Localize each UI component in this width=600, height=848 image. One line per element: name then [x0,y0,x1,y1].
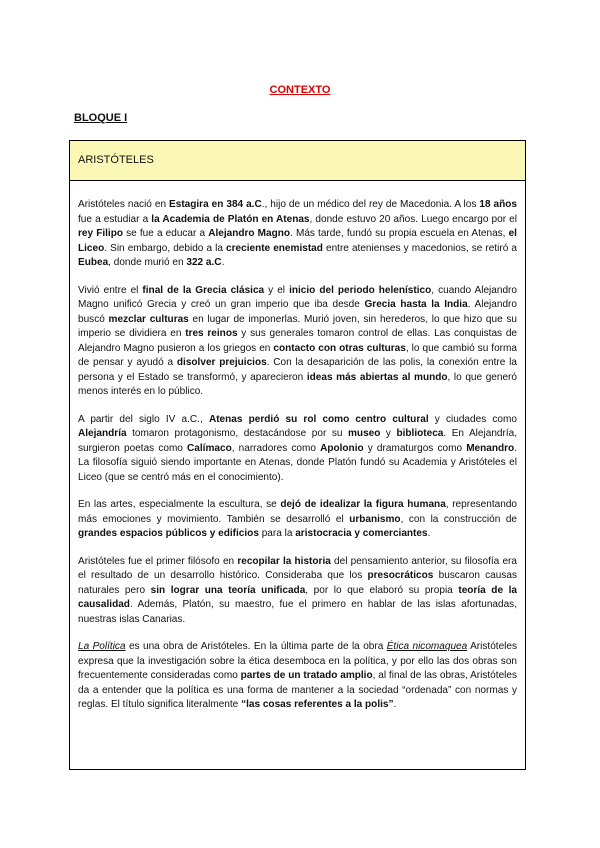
bold-text: Alejandría [78,428,127,439]
text-run: , lo que cambió su forma de pensar y ayudó a [78,342,517,368]
work-title: Ética nicomaquea [386,641,468,652]
text-run: Aristóteles expresa que la investigación sobre la ética desemboca en la política, y por ello las dos obras son frecuentemente consideradas como [78,641,518,681]
bold-text: disolver prejuicios [176,357,267,368]
text-run: , cuando Alejandro Magno unificó Grecia y creó un gran imperio que iba desde [78,284,517,310]
text-run: En las artes, especialmente la escultura, se [78,499,281,510]
text-run: Aristóteles fue el primer filósofo en [78,555,238,567]
text-run: , donde estuvo 20 años. Luego encargo por el [309,213,517,225]
text-run: . [427,528,431,539]
text-run: tomaron protagonismo, destacándose por su [126,428,348,439]
bold-text: aristocracia y comerciantes [295,528,428,539]
bold-text: Eubea [78,257,109,268]
text-run: buscaron causas naturales pero [78,570,517,596]
text-run: Vivió entre el [78,284,143,296]
text-run: , con la construcción de [400,513,517,525]
text-run: . Alejandro buscó [78,299,517,325]
bold-text: Calímaco [187,442,232,454]
bold-text: mezclar culturas [108,313,189,325]
text-run: para la [258,528,296,539]
bold-text: presocráticos [367,570,434,581]
bold-text: creciente enemistad [226,242,323,254]
bold-text: Estagira en 384 a.C [169,199,262,210]
text-run: , por lo que elaboró su propia [305,584,459,596]
text-run: . [393,699,397,710]
bold-text: Apolonio [320,442,364,454]
text-run: y dramaturgos como [363,442,467,454]
section-heading: BLOQUE I [74,112,128,124]
bold-text: rey Filipo [78,228,123,239]
text-run: , donde murió en [108,257,187,268]
text-run: . Más tarde, fundó su propia escuela en Atenas, [290,228,509,239]
paragraph [78,640,517,713]
bold-text: teoría de la causalidad [78,584,517,610]
box-header [69,140,526,181]
text-run: . Además, Platón, su maestro, fue el primero en hablar de las islas afortunadas, nuestras islas Canarias. [78,599,517,625]
text-run: del pensamiento anterior, su filosofía era el resultado de un desarrollo histórico. Consideraba que los [78,555,517,581]
bold-text: sin lograr una teoría unificada [150,584,306,596]
text-run: se fue a educar a [123,228,209,239]
work-title: La Política [78,641,126,652]
text-run: A partir del siglo IV a.C., [78,413,209,425]
bold-text: “las cosas referentes a la polis” [241,699,394,710]
bold-text: museo [348,428,381,439]
bold-text: urbanismo [349,513,401,525]
bold-text: Grecia hasta la India [364,299,468,310]
bold-text: la Academia de Platón en Atenas [151,213,310,225]
bold-text: 18 años [479,199,517,210]
bold-text: partes de un tratado amplio [240,670,373,681]
bold-text: Atenas perdió su rol como centro cultural [208,413,429,425]
bold-text: Alejandro Magno [208,228,291,239]
bold-text: tres reinos [185,328,238,339]
text-run: es una obra de Aristóteles. En la última parte de la obra [125,641,387,652]
text-run: entre atenienses y macedonios, se retiró a [322,242,517,254]
content-box [69,181,526,770]
text-run: , lo que generó menos interés en lo público. [78,371,517,397]
text-run: ., hijo de un médico del rey de Macedonia. A los [261,199,480,210]
text-run: en lugar de imponerlas. Murió joven, sin herederos, lo que hizo que su imperio se dividiera en [78,313,518,339]
text-run: Aristóteles nació en [78,199,170,210]
bold-text: dejó de idealizar la figura humana [280,499,446,510]
paragraph [78,284,517,400]
text-run: . Con la desaparición de las polis, la conexión entre la persona y el Estado se transformó, y aparecieron [78,357,517,383]
document-title: CONTEXTO [269,84,331,96]
paragraph [78,555,517,628]
text-run: , representando más emociones y movimiento. También se desarrolló el [78,499,517,525]
bold-text: Menandro [466,442,515,454]
bold-text: 322 a.C [186,257,222,268]
text-run: . En Alejandría, surgieron poetas como [78,428,518,454]
paragraph [78,413,517,486]
text-run: . [221,257,225,268]
bold-text: contacto con otras culturas [273,342,406,354]
bold-text: recopilar la historia [237,555,331,567]
text-run: . Sin embargo, debido a la [104,242,227,254]
text-run: y ciudades como [428,413,517,425]
bold-text: el Liceo [78,228,517,254]
text-run: y sus generales tomaron control de ellas. Las conquistas de Alejandro Magno pusieron a los griegos en [78,328,518,354]
text-run: y el [264,284,290,296]
bold-text: grandes espacios públicos y edificios [78,528,259,539]
text-run: . La filosofía siguió siendo importante en Atenas, donde Platón fundó su Academia y Aristóteles el Liceo (que se centró más en el conocimiento). [78,442,517,483]
bold-text: biblioteca [396,428,444,439]
text-run: y [380,428,397,439]
text-run: , narradores como [231,442,321,454]
bold-text: ideas más abiertas al mundo [306,371,448,383]
paragraph [78,498,517,542]
text-run: fue a estudiar a [78,213,152,225]
bold-text: inicio del periodo helenístico [289,284,432,296]
box-header-label: ARISTÓTELES [78,154,154,166]
bold-text: final de la Grecia clásica [142,284,265,296]
text-run: , al final de las obras, Aristóteles da a entender que la política es una forma de mantener a la sociedad “ordenada” con normas y reglas. El título significa literalmente [78,670,517,710]
paragraph [78,198,517,271]
